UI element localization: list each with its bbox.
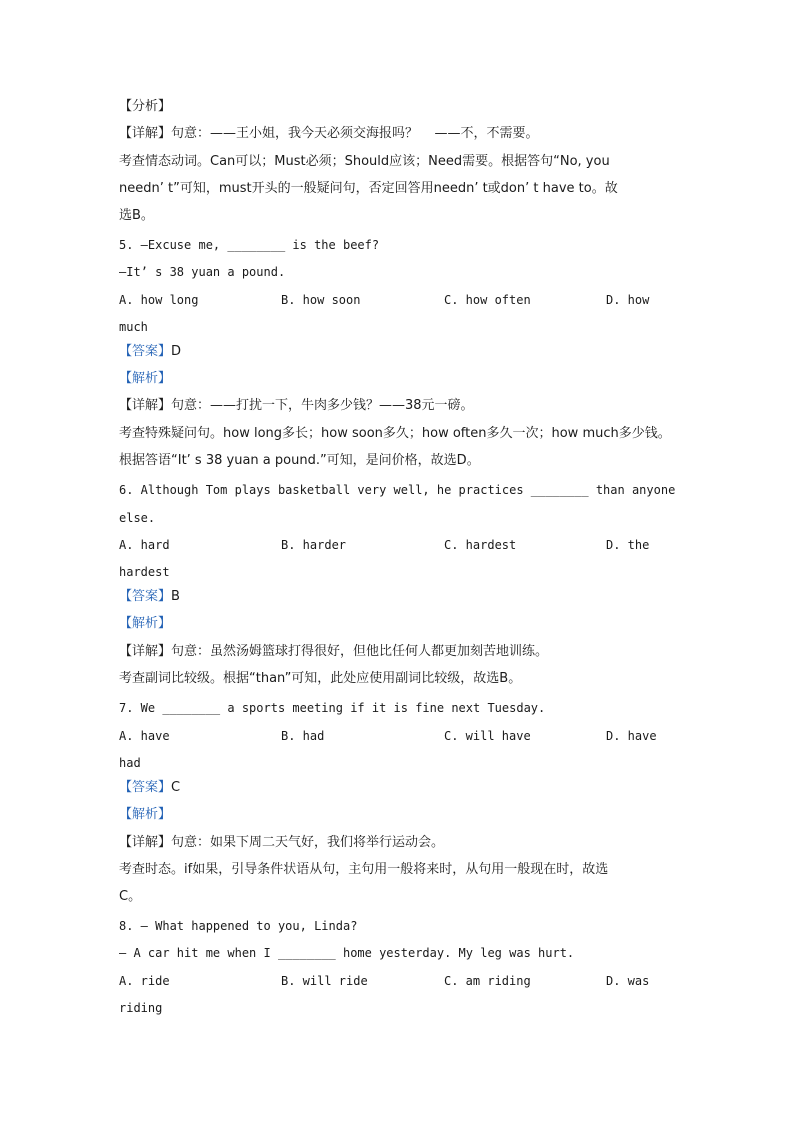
q4-explanation-3: 选B。 <box>119 208 154 223</box>
q7-option-d: D. have <box>606 729 657 743</box>
q6-option-a: A. hard <box>119 538 170 552</box>
q7-explanation-1: 考查时态。if如果，引导条件状语从句，主句用一般将来时，从句用一般现在时，故选 <box>119 862 609 877</box>
q5-option-d-cont: much <box>119 320 148 334</box>
q5-stem-2: —It’ s 38 yuan a pound. <box>119 265 286 279</box>
q7-stem-1: 7. We ________ a sports meeting if it is fine next Tuesday. <box>119 701 546 715</box>
analysis-heading: 【分析】 <box>119 99 172 114</box>
q5-detail: 【详解】句意：——打扰一下，牛肉多少钱？——38元一磅。 <box>119 398 474 413</box>
q7-option-b: B. had <box>281 729 325 743</box>
q8-option-a: A. ride <box>119 974 170 988</box>
q5-explanation-2: 根据答语“It’ s 38 yuan a pound.”可知，是问价格，故选D。 <box>119 453 480 468</box>
q6-stem-2: else. <box>119 511 156 525</box>
q7-analysis-tag: 【解析】 <box>119 807 172 822</box>
q6-explanation-1: 考查副词比较级。根据“than”可知，此处应使用副词比较级，故选B。 <box>119 671 522 686</box>
answer-tag: 【答案】 <box>119 344 172 359</box>
q5-answer <box>119 344 181 360</box>
q4-explanation-1: 考查情态动词。Can可以；Must必须；Should应该；Need需要。根据答句“No, you <box>119 154 610 169</box>
q6-analysis-tag: 【解析】 <box>119 616 172 631</box>
q5-stem-1: 5. —Excuse me, ________ is the beef? <box>119 238 380 252</box>
q7-option-d-cont: had <box>119 756 141 770</box>
q5-explanation-1: 考查特殊疑问句。how long多长；how soon多久；how often多久一次；how much多少钱。 <box>119 426 671 441</box>
q4-detail: 【详解】句意：——王小姐，我今天必须交海报吗？ ——不，不需要。 <box>119 126 539 141</box>
q6-option-d-cont: hardest <box>119 565 170 579</box>
q8-option-d-cont: riding <box>119 1001 163 1015</box>
q5-option-c: C. how often <box>444 293 531 307</box>
q5-option-a: A. how long <box>119 293 199 307</box>
q6-option-b: B. harder <box>281 538 347 552</box>
answer-value: C <box>171 780 181 795</box>
answer-value: B <box>171 589 180 604</box>
answer-tag: 【答案】 <box>119 780 172 795</box>
q5-option-d: D. how <box>606 293 650 307</box>
q5-option-b: B. how soon <box>281 293 361 307</box>
q8-option-b: B. will ride <box>281 974 368 988</box>
q5-analysis-tag: 【解析】 <box>119 371 172 386</box>
q6-option-c: C. hardest <box>444 538 517 552</box>
q7-option-c: C. will have <box>444 729 531 743</box>
q7-explanation-2: C。 <box>119 889 142 904</box>
q8-option-c: C. am riding <box>444 974 531 988</box>
q7-detail: 【详解】句意：如果下周二天气好，我们将举行运动会。 <box>119 835 445 850</box>
q8-stem-2: — A car hit me when I ________ home yesterday. My leg was hurt. <box>119 946 575 960</box>
q8-stem-1: 8. — What happened to you, Linda? <box>119 919 358 933</box>
q4-explanation-2: needn’ t”可知，must开头的一般疑问句，否定回答用needn’ t或don’ t have to。故 <box>119 181 618 196</box>
q8-option-d: D. was <box>606 974 650 988</box>
q6-option-d: D. the <box>606 538 650 552</box>
q6-stem-1: 6. Although Tom plays basketball very well, he practices ________ than anyone <box>119 483 676 497</box>
q7-option-a: A. have <box>119 729 170 743</box>
answer-tag: 【答案】 <box>119 589 172 604</box>
answer-value: D <box>171 344 182 359</box>
q7-answer <box>119 780 180 796</box>
q6-detail: 【详解】句意：虽然汤姆篮球打得很好，但他比任何人都更加刻苦地训练。 <box>119 644 549 659</box>
q6-answer <box>119 589 180 605</box>
